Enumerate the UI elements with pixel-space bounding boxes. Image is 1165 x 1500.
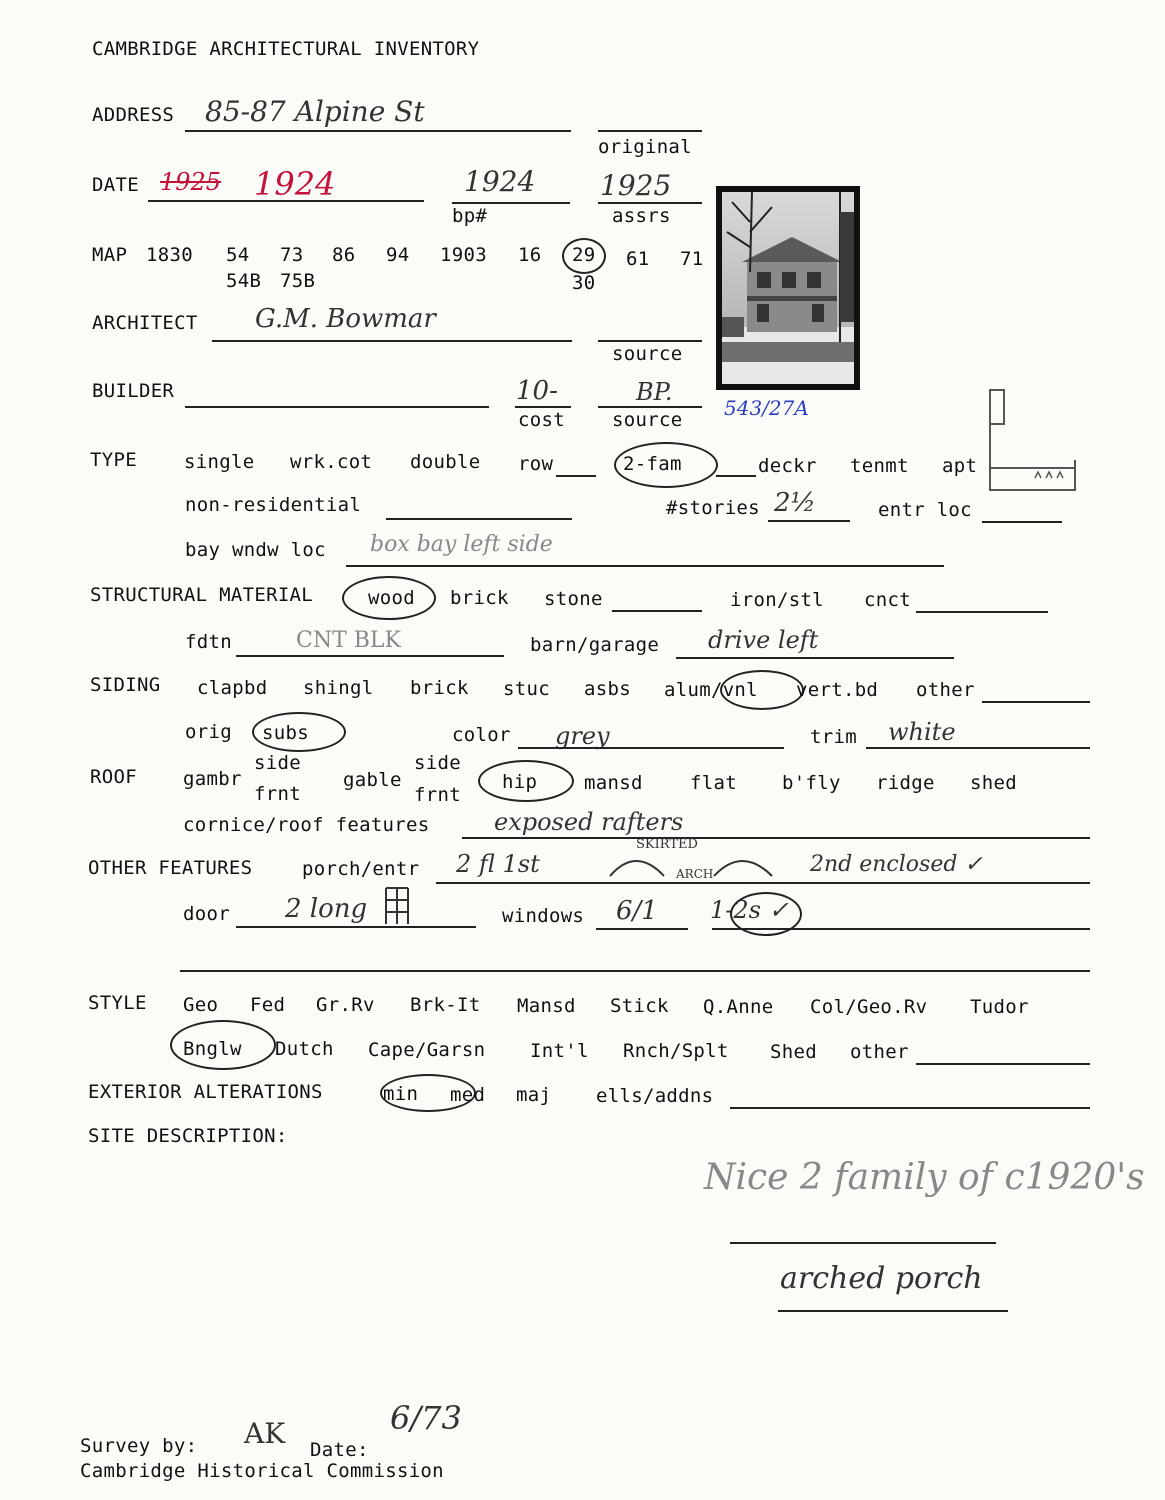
type-option: single bbox=[184, 451, 255, 473]
map-circle-mark bbox=[562, 238, 606, 274]
bp-label: bp# bbox=[452, 205, 488, 227]
bp-line bbox=[452, 202, 570, 204]
siding-option: brick bbox=[410, 677, 469, 699]
map-year: 30 bbox=[572, 272, 596, 294]
date-label: DATE bbox=[92, 174, 139, 196]
roof-option: ridge bbox=[876, 772, 935, 794]
type-option: tenmt bbox=[850, 455, 909, 477]
architect-source-label: source bbox=[612, 343, 683, 365]
assrs-label: assrs bbox=[612, 205, 671, 227]
map-year: 86 bbox=[332, 244, 356, 266]
type-circle-mark bbox=[614, 442, 718, 488]
type-option: row bbox=[518, 453, 554, 475]
alterations-label: EXTERIOR ALTERATIONS bbox=[88, 1081, 323, 1103]
structural-option: iron/stl bbox=[730, 589, 824, 611]
style-other-line bbox=[916, 1063, 1090, 1065]
alterations-line bbox=[730, 1107, 1090, 1109]
color-line bbox=[518, 747, 784, 749]
stories-line bbox=[768, 520, 850, 522]
type-option: 2-fam bbox=[623, 453, 682, 475]
porch-line bbox=[436, 882, 1090, 884]
style-option: Gr.Rv bbox=[316, 994, 375, 1016]
date-line bbox=[148, 200, 424, 202]
cnct-line bbox=[916, 611, 1048, 613]
original-label: original bbox=[598, 136, 692, 158]
fdtn-line bbox=[236, 655, 504, 657]
map-year: 16 bbox=[518, 244, 542, 266]
windows-value: 6/1 bbox=[616, 896, 658, 926]
structural-label: STRUCTURAL MATERIAL bbox=[90, 584, 314, 606]
roof-option: shed bbox=[970, 772, 1017, 794]
frnt-label: frnt bbox=[414, 784, 461, 806]
alterations-option: min bbox=[383, 1083, 419, 1105]
architect-source-line bbox=[598, 340, 702, 342]
type-blank bbox=[556, 475, 596, 477]
windows-line-2 bbox=[712, 928, 1090, 930]
bay-window-label: bay wndw loc bbox=[185, 539, 326, 561]
builder-line bbox=[185, 406, 489, 408]
type-option: wrk.cot bbox=[290, 451, 373, 473]
roof-label: ROOF bbox=[90, 766, 137, 788]
site-line-1 bbox=[730, 1242, 996, 1244]
bay-window-line bbox=[346, 565, 944, 567]
barn-garage-line bbox=[676, 657, 954, 659]
stories-label: #stories bbox=[666, 497, 760, 519]
siding-option: stuc bbox=[503, 678, 550, 700]
map-year: 71 bbox=[680, 248, 704, 270]
address-line bbox=[185, 130, 571, 132]
map-year: 94 bbox=[386, 244, 410, 266]
windows-label: windows bbox=[502, 905, 585, 927]
date-value: 1924 bbox=[254, 165, 336, 203]
builder-source-line bbox=[598, 406, 702, 408]
map-year: 75B bbox=[280, 270, 316, 292]
entr-loc-label: entr loc bbox=[878, 499, 972, 521]
non-residential-label: non-residential bbox=[185, 494, 362, 516]
porch-label: porch/entr bbox=[302, 858, 420, 880]
siding-circle-mark bbox=[720, 670, 804, 710]
orig-label: orig bbox=[185, 721, 232, 743]
siding-other-line bbox=[982, 701, 1090, 703]
style-circle-mark bbox=[170, 1020, 276, 1070]
subs-label: subs bbox=[262, 722, 309, 744]
door-line bbox=[236, 926, 476, 928]
style-option: Col/Geo.Rv bbox=[810, 996, 928, 1018]
color-label: color bbox=[452, 724, 511, 746]
assrs-line bbox=[598, 202, 702, 204]
bay-window-value: box bay left side bbox=[370, 532, 553, 557]
type-blank bbox=[716, 475, 756, 477]
alterations-option: maj bbox=[516, 1084, 552, 1106]
builder-label: BUILDER bbox=[92, 380, 175, 402]
form-title: CAMBRIDGE ARCHITECTURAL INVENTORY bbox=[92, 38, 480, 60]
builder-source-label: source bbox=[612, 409, 683, 431]
side-label: side bbox=[414, 752, 461, 774]
roof-circle-mark bbox=[478, 760, 574, 802]
siding-option: alum/vnl bbox=[664, 679, 758, 701]
floor-plan-sketch bbox=[980, 380, 1080, 500]
stories-value: 2½ bbox=[774, 488, 816, 518]
address-value: 85-87 Alpine St bbox=[205, 95, 425, 128]
style-label: STYLE bbox=[88, 992, 147, 1014]
cornice-value: exposed rafters bbox=[494, 808, 684, 836]
style-option: Tudor bbox=[970, 996, 1029, 1018]
door-value: 2 long bbox=[285, 894, 368, 924]
roof-option: gambr bbox=[183, 768, 242, 790]
siding-option: other bbox=[916, 679, 975, 701]
style-option: Bnglw bbox=[183, 1038, 242, 1060]
type-label: TYPE bbox=[90, 449, 137, 471]
roof-option: hip bbox=[502, 771, 538, 793]
style-option: Stick bbox=[610, 995, 669, 1017]
site-description-label: SITE DESCRIPTION: bbox=[88, 1125, 288, 1147]
windows-line bbox=[596, 928, 688, 930]
siding-option: vert.bd bbox=[796, 679, 879, 701]
siding-option: shingl bbox=[303, 677, 374, 699]
entr-loc-line bbox=[982, 521, 1062, 523]
door-label: door bbox=[183, 903, 230, 925]
architect-line bbox=[212, 340, 572, 342]
fdtn-value: CNT BLK bbox=[296, 628, 401, 653]
cost-line bbox=[515, 406, 571, 408]
frnt-label: frnt bbox=[254, 783, 301, 805]
map-year: 54B bbox=[226, 270, 262, 292]
site-note-2: arched porch bbox=[780, 1261, 983, 1296]
style-option: Geo bbox=[183, 994, 219, 1016]
non-residential-line bbox=[386, 518, 572, 520]
date-struck: 1925 bbox=[160, 168, 222, 196]
porch-arch: ARCH bbox=[676, 867, 714, 881]
cornice-label: cornice/roof features bbox=[183, 814, 430, 836]
other-features-label: OTHER FEATURES bbox=[88, 857, 253, 879]
style-option: Dutch bbox=[275, 1038, 334, 1060]
structural-circle-mark bbox=[342, 576, 436, 620]
side-label: side bbox=[254, 752, 301, 774]
roof-option: b'fly bbox=[782, 772, 841, 794]
structural-option: cnct bbox=[864, 589, 911, 611]
style-option: Rnch/Splt bbox=[623, 1040, 729, 1062]
style-option: other bbox=[850, 1041, 909, 1063]
siding-option: asbs bbox=[584, 678, 631, 700]
survey-date-value: 6/73 bbox=[390, 1399, 462, 1437]
site-line-2 bbox=[778, 1310, 1008, 1312]
address-label: ADDRESS bbox=[92, 104, 175, 126]
survey-by-label: Survey by: bbox=[80, 1435, 198, 1457]
architect-value: G.M. Bowmar bbox=[255, 304, 436, 334]
bp-value: 1924 bbox=[464, 165, 536, 198]
style-option: Q.Anne bbox=[703, 996, 774, 1018]
door-sketch bbox=[382, 886, 412, 926]
original-line bbox=[598, 130, 702, 132]
style-option: Mansd bbox=[517, 995, 576, 1017]
map-year: 1830 bbox=[146, 244, 193, 266]
windows-value-2: 1-2s ✓ bbox=[710, 896, 789, 924]
roof-option: mansd bbox=[584, 772, 643, 794]
porch-value-2: 2nd enclosed ✓ bbox=[810, 852, 983, 877]
cornice-line bbox=[462, 837, 1090, 839]
alterations-option: ells/addns bbox=[596, 1085, 714, 1107]
map-year: 54 bbox=[226, 244, 250, 266]
survey-initials: AK bbox=[244, 1417, 286, 1450]
type-option: deckr bbox=[758, 455, 817, 477]
style-option: Shed bbox=[770, 1041, 817, 1063]
porch-value: 2 fl 1st bbox=[456, 850, 540, 878]
cost-value: 10- bbox=[516, 376, 558, 406]
barn-garage-value: drive left bbox=[708, 626, 819, 654]
siding-option: clapbd bbox=[197, 677, 268, 699]
subs-circle-mark bbox=[252, 712, 346, 752]
organization: Cambridge Historical Commission bbox=[80, 1460, 444, 1482]
color-value: grey bbox=[555, 722, 610, 750]
porch-skirted: SKIRTED bbox=[636, 837, 698, 852]
roof-option: flat bbox=[690, 772, 737, 794]
building-permit-ref: 543/27A bbox=[724, 396, 809, 420]
assrs-value: 1925 bbox=[600, 169, 672, 202]
other-features-extra-line bbox=[180, 970, 1090, 972]
fdtn-label: fdtn bbox=[185, 631, 232, 653]
trim-value: white bbox=[888, 718, 956, 746]
structural-option: wood bbox=[368, 587, 415, 609]
style-option: Cape/Garsn bbox=[368, 1039, 486, 1061]
map-label: MAP bbox=[92, 244, 128, 266]
roof-option: gable bbox=[343, 769, 402, 791]
map-year: 29 bbox=[572, 244, 596, 266]
siding-label: SIDING bbox=[90, 674, 161, 696]
type-option: double bbox=[410, 451, 481, 473]
structural-option: brick bbox=[450, 587, 509, 609]
trim-line bbox=[866, 747, 1090, 749]
map-year: 73 bbox=[280, 244, 304, 266]
trim-label: trim bbox=[810, 726, 857, 748]
alterations-option: med bbox=[450, 1084, 486, 1106]
barn-garage-label: barn/garage bbox=[530, 634, 660, 656]
style-option: Int'l bbox=[530, 1040, 589, 1062]
site-note-1: Nice 2 family of c1920's bbox=[704, 1157, 1145, 1198]
style-option: Brk-It bbox=[410, 994, 481, 1016]
house-photo bbox=[716, 186, 860, 390]
structural-option: stone bbox=[544, 588, 603, 610]
cost-label: cost bbox=[518, 409, 565, 431]
builder-source-value: BP. bbox=[636, 378, 673, 406]
architect-label: ARCHITECT bbox=[92, 312, 198, 334]
stone-line bbox=[612, 610, 702, 612]
style-option: Fed bbox=[250, 994, 286, 1016]
survey-date-label: Date: bbox=[310, 1439, 369, 1461]
map-year: 1903 bbox=[440, 244, 487, 266]
type-option: apt bbox=[942, 455, 978, 477]
map-year: 61 bbox=[626, 248, 650, 270]
